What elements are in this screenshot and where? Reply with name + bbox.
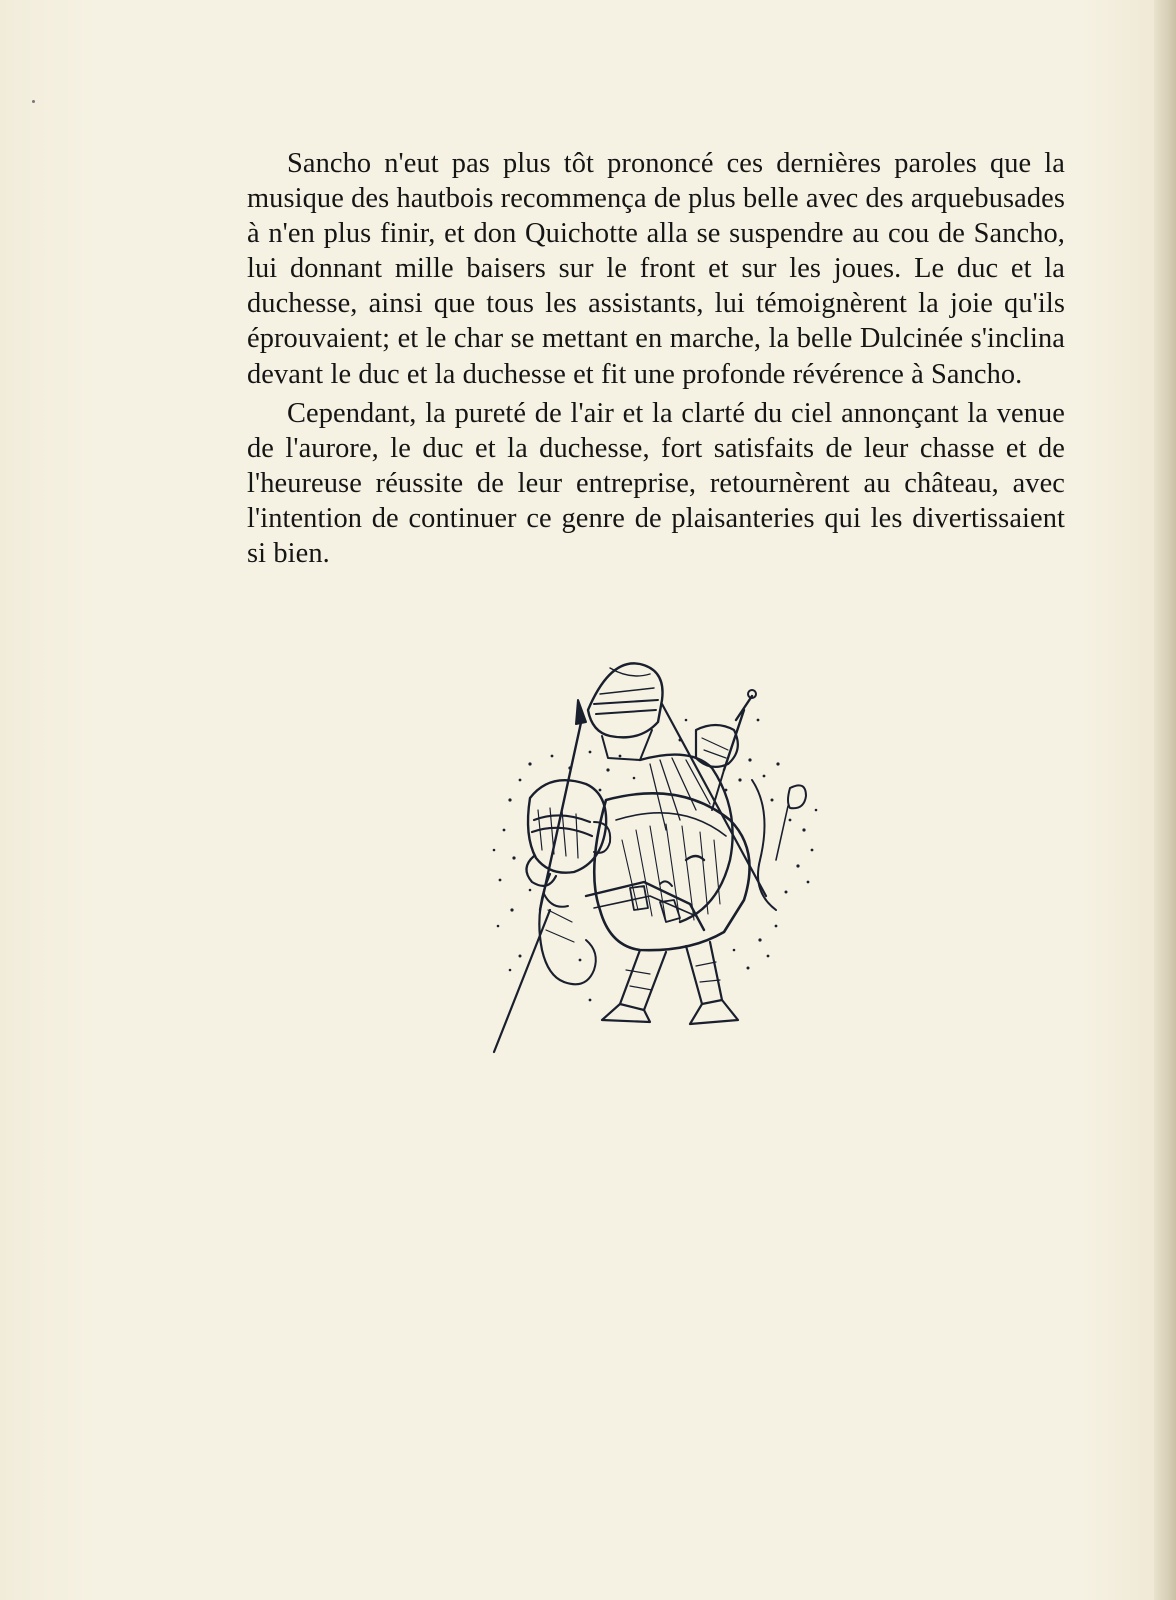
paragraph-1: Sancho n'eut pas plus tôt prononcé ces dernières paroles que la musique des hautbois recommença de plus belle avec des arquebusades à n'en plus finir, et don Quichotte alla se suspendre au cou de Sancho, lui donnant mille baisers sur le front et sur les joues. Le duc et la duchesse, ainsi que tous les assistants, lui témoignèrent la joie qu'ils éprouvaient; et le char se mettant en marche, la belle Dulcinée s'inclina devant le duc et la duchesse et fit une profonde révérence à Sancho. bbox=[247, 148, 1065, 390]
page-gutter-edge bbox=[1154, 0, 1176, 1600]
paper-speck bbox=[32, 100, 35, 103]
knight-embracing-squire-icon bbox=[490, 660, 830, 1080]
paragraph-2: Cependant, la pureté de l'air et la clarté du ciel annonçant la venue de l'aurore, le duc et la duchesse, fort satisfaits de leur chasse et de l'heureuse réussite de leur entreprise, retournèrent au château, avec l'intention de continuer ce genre de plaisanteries qui les divertissaient si bien. bbox=[247, 397, 1065, 570]
body-text bbox=[247, 146, 1065, 575]
